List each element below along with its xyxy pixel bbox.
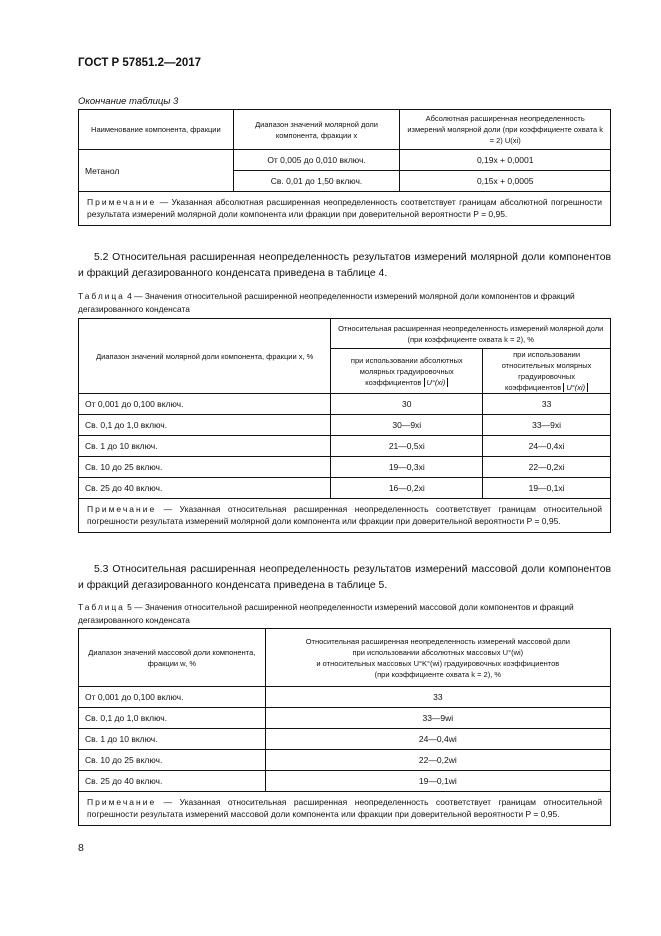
table4-caption bbox=[78, 290, 611, 316]
t5-header-line: (при коэффициенте охвата k = 2), % bbox=[374, 669, 502, 679]
note-label: Примечание bbox=[87, 197, 157, 207]
t5-header-line: при использовании абсолютных массовых U°(wi) bbox=[352, 647, 524, 657]
table5-caption-label: Таблица bbox=[78, 602, 125, 612]
t4-subheader-absolute-text: при использовании абсолютных молярных градуировочных коэффициентов bbox=[350, 355, 463, 387]
t4-range-cell: Св. 25 до 40 включ. bbox=[79, 478, 331, 499]
t5-value-cell: 33—9wi bbox=[265, 708, 610, 729]
table-row bbox=[79, 478, 611, 499]
table-4 bbox=[78, 318, 611, 533]
t4-rel-cell: 19—0,1xi bbox=[483, 478, 611, 499]
t3-header-component: Наименование компонента, фракции bbox=[79, 110, 234, 150]
t4-formula-relative: U°(xi) bbox=[563, 383, 588, 392]
t4-subheader-absolute bbox=[331, 349, 483, 394]
t3-note bbox=[79, 192, 611, 226]
t4-abs-cell: 30—9xi bbox=[331, 415, 483, 436]
t3-value-cell: 0,15x + 0,0005 bbox=[400, 171, 611, 192]
t4-subheader-relative-text: при использовании относительных молярных градуировочных коэффициентов bbox=[501, 350, 592, 392]
t4-abs-cell: 19—0,3xi bbox=[331, 457, 483, 478]
t4-range-cell: Св. 10 до 25 включ. bbox=[79, 457, 331, 478]
t3-range-cell: Св. 0,01 до 1,50 включ. bbox=[233, 171, 400, 192]
t4-subheader-relative bbox=[483, 349, 611, 394]
t3-header-uncertainty: Абсолютная расширенная неопределенность измерений молярной доли (при коэффициенте охвата k = 2) U(xi) bbox=[400, 110, 611, 150]
t5-range-cell: От 0,001 до 0,100 включ. bbox=[79, 687, 266, 708]
t5-range-cell: Св. 25 до 40 включ. bbox=[79, 771, 266, 792]
table-row bbox=[79, 415, 611, 436]
t5-header-line: Относительная расширенная неопределенность измерений массовой доли bbox=[305, 636, 570, 646]
table-5 bbox=[78, 628, 611, 826]
table4-caption-label: Таблица bbox=[78, 291, 125, 301]
t3-value-cell: 0,19x + 0,0001 bbox=[400, 150, 611, 171]
t4-rel-cell: 24—0,4xi bbox=[483, 436, 611, 457]
table-row bbox=[79, 771, 611, 792]
note-text: — Указанная относительная расширенная неопределенность соответствует границам относительной погрешности результата измерений массовой доли компонента или фракции при доверительной вероятности P = 0,95. bbox=[87, 797, 602, 819]
paragraph-5-2: 5.2 Относительная расширенная неопределенность результатов измерений молярной доли компонентов и фракций дегазированного конденсата приведена в таблице 4. bbox=[78, 252, 611, 279]
t4-range-cell: Св. 1 до 10 включ. bbox=[79, 436, 331, 457]
t5-value-cell: 24—0,4wi bbox=[265, 729, 610, 750]
t4-header-range: Диапазон значений молярной доли компонента, фракции x, % bbox=[79, 319, 331, 394]
note-label: Примечание bbox=[87, 797, 157, 807]
t4-range-cell: Св. 0,1 до 1,0 включ. bbox=[79, 415, 331, 436]
t4-abs-cell: 16—0,2xi bbox=[331, 478, 483, 499]
table4-caption-text: 4 — Значения относительной расширенной неопределенности измерений молярной доли компонентов и фракций дегазированного конденсата bbox=[78, 291, 575, 314]
table-row bbox=[79, 436, 611, 457]
table-row bbox=[79, 708, 611, 729]
note-label: Примечание bbox=[87, 504, 157, 514]
table-row bbox=[79, 729, 611, 750]
t5-note bbox=[79, 792, 611, 826]
t5-header-uncertainty bbox=[265, 629, 610, 687]
t3-component-cell: Метанол bbox=[79, 150, 234, 192]
t5-range-cell: Св. 1 до 10 включ. bbox=[79, 729, 266, 750]
table-row bbox=[79, 394, 611, 415]
t5-range-cell: Св. 0,1 до 1,0 включ. bbox=[79, 708, 266, 729]
t4-header-group: Относительная расширенная неопределенность измерений молярной доли (при коэффициенте охвата k = 2), % bbox=[331, 319, 611, 349]
t4-note bbox=[79, 499, 611, 533]
t5-value-cell: 22—0,2wi bbox=[265, 750, 610, 771]
t4-rel-cell: 33 bbox=[483, 394, 611, 415]
t4-rel-cell: 33—9xi bbox=[483, 415, 611, 436]
table3-continuation-caption: Окончание таблицы 3 bbox=[78, 96, 179, 107]
t3-range-cell: От 0,005 до 0,010 включ. bbox=[233, 150, 400, 171]
note-text: — Указанная относительная расширенная неопределенность соответствует границам относительной погрешности результата измерений молярной доли компонента или фракции при доверительной вероятности P = 0,95. bbox=[87, 504, 602, 526]
table5-caption bbox=[78, 601, 611, 627]
note-text: — Указанная абсолютная расширенная неопределенность соответствует границам абсолютной погрешности результата измерений молярной доли компонента или фракции при доверительной вероятности P = 0,95. bbox=[87, 197, 602, 219]
t4-range-cell: От 0,001 до 0,100 включ. bbox=[79, 394, 331, 415]
table5-caption-text: 5 — Значения относительной расширенной неопределенности измерений массовой доли компонентов и фракций дегазированного конденсата bbox=[78, 602, 574, 625]
table-row bbox=[79, 457, 611, 478]
t5-value-cell: 19—0,1wi bbox=[265, 771, 610, 792]
table-row bbox=[79, 750, 611, 771]
t5-value-cell: 33 bbox=[265, 687, 610, 708]
paragraph-5-3: 5.3 Относительная расширенная неопределенность результатов измерений массовой доли компонентов и фракций дегазированного конденсата приведена в таблице 5. bbox=[78, 564, 611, 591]
table-row bbox=[79, 687, 611, 708]
table-3-continued bbox=[78, 109, 611, 226]
document-header: ГОСТ Р 57851.2—2017 bbox=[78, 57, 202, 69]
t5-range-cell: Св. 10 до 25 включ. bbox=[79, 750, 266, 771]
t3-header-range: Диапазон значений молярной доли компонента, фракции x bbox=[233, 110, 400, 150]
t4-formula-absolute: U°(xi) bbox=[424, 378, 449, 387]
t4-rel-cell: 22—0,2xi bbox=[483, 457, 611, 478]
page-number: 8 bbox=[78, 842, 84, 854]
t4-abs-cell: 21—0,5xi bbox=[331, 436, 483, 457]
t5-header-line: и относительных массовых U°K°(wi) градуировочных коэффициентов bbox=[316, 658, 560, 668]
t5-header-range: Диапазон значений массовой доли компонента, фракции w, % bbox=[79, 629, 266, 687]
table-row bbox=[79, 150, 611, 171]
t4-abs-cell: 30 bbox=[331, 394, 483, 415]
